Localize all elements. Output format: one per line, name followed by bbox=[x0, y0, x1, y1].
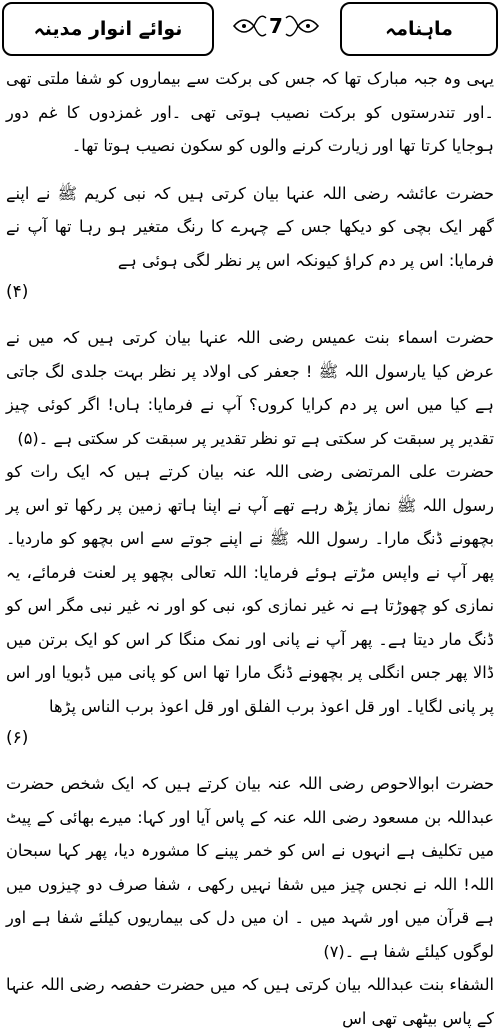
paragraph-1: یہی وہ جبہ مبارک تھا کہ جس کی برکت سے بیماروں کو شفا ملتی تھی ۔اور تندرستوں کو برکت نصیب ہوتی تھی ۔اور غمزدوں کا غم دور ہوجایا کرتا تھا اور زیارت کرنے والوں کو سکون نصیب ہوتا تھا۔ bbox=[6, 69, 494, 155]
article-body bbox=[6, 62, 494, 1035]
header-monthly-label-box bbox=[340, 2, 498, 56]
reference-marker-6: (۶) bbox=[6, 728, 29, 748]
reference-marker-4: (۴) bbox=[6, 282, 29, 302]
paragraph-6: الشفاء بنت عبداللہ بیان کرتی ہیں کہ میں حضرت حفصہ رضی اللہ عنہا کے پاس بیٹھی تھی اس bbox=[6, 975, 494, 1028]
page-number: 7 bbox=[269, 14, 283, 38]
paragraph-5: حضرت ابوالاحوص رضی اللہ عنہ بیان کرتے ہیں کہ ایک شخص حضرت عبداللہ بن مسعود رضی اللہ عنہ کے پاس آیا اور کہا: میرے بھائی کے پیٹ میں تکلیف ہے انہوں نے اس کو خمر پینے کا مشورہ دیا، پھر کہا سبحان اللہ! اللہ نے نجس چیز میں شفا نہیں رکھی ، شفا صرف دو چیزوں میں ہے قرآن میں اور شہد میں ۔ ان میں دل کی بیماریوں کیلئے شفا ہے اور لوگوں کیلئے شفا ہے ۔(۷) bbox=[6, 774, 494, 961]
paragraph-2: حضرت عائشہ رضی اللہ عنہا بیان کرتی ہیں کہ نبی کریم ﷺ نے اپنے گھر ایک بچی کو دیکھا جس کے چہرے کا رنگ متغیر ہو رہا تھا آپ نے فرمایا: اس پر دم کراؤ کیونکہ اس پر نظر لگی ہوئی ہے bbox=[6, 183, 494, 270]
header-monthly-label: ماہنامہ bbox=[385, 18, 453, 40]
paragraph-3: حضرت اسماء بنت عمیس رضی اللہ عنہا بیان کرتی ہیں کہ میں نے عرض کیا یارسول اللہ ﷺ ! جعفر کی اولاد پر نظر بہت جلدی لگ جاتی ہے کیا میں اس پر دم کرایا کروں؟ آپ نے فرمایا: ہاں! اگر کوئی چیز تقدیر پر سبقت کر سکتی ہے تو نظر تقدیر پر سبقت کر سکتی ہے ۔(۵) bbox=[6, 328, 494, 448]
header-page-number-ornament bbox=[230, 8, 322, 44]
paragraph-4: حضرت علی المرتضی رضی اللہ عنہ بیان کرتے ہیں کہ ایک رات کو رسول اللہ ﷺ نماز پڑھ رہے تھے آپ نے اپنا ہاتھ زمین پر رکھا تو اس پر بچھونے ڈنگ مارا۔ رسول اللہ ﷺ نے اپنے جوتے سے اس بچھو کو ماردیا۔ پھر آپ نے واپس مڑتے ہوئے فرمایا: اللہ تعالی بچھو پر لعنت فرمائے، یہ نمازی کو چھوڑتا ہے نہ غیر نمازی کو، نبی کو اور نہ غیر نبی مگر اس کو ڈنگ مار دیتا ہے۔ پھر آپ نے پانی اور نمک منگا کر اس کو ایک برتن میں ڈالا پھر جس انگلی پر بچھونے ڈنگ مارا تھا اس کو پانی میں ڈبویا اور اس پر پانی لگایا۔ اور قل اعوذ برب الفلق اور قل اعوذ برب الناس پڑھا bbox=[6, 462, 494, 716]
header-magazine-title-box bbox=[2, 2, 214, 56]
header-magazine-title: نوائے انوار مدینہ bbox=[33, 18, 183, 40]
